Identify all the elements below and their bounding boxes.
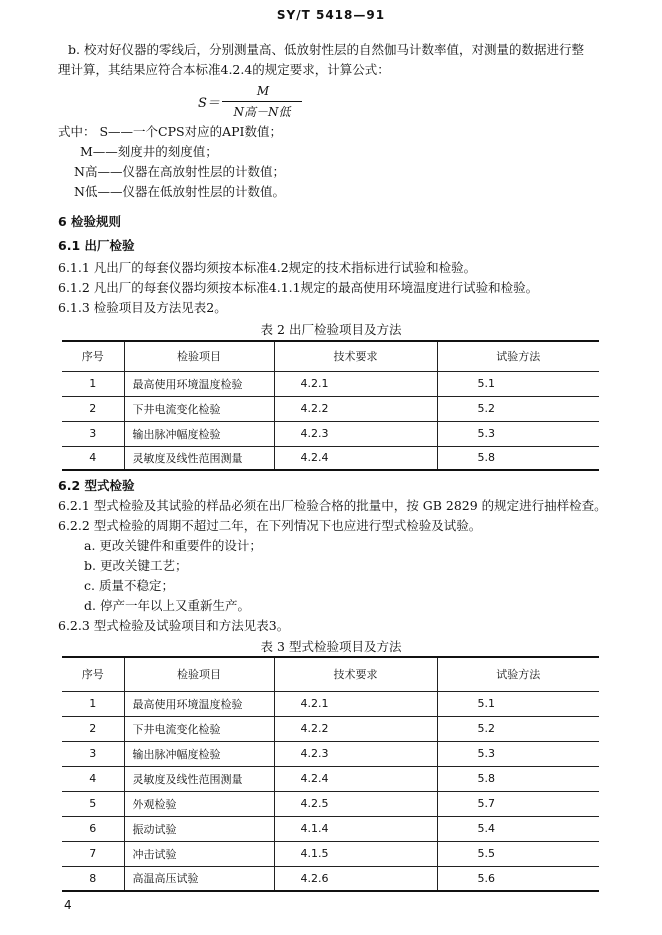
- cell-method: 5.3: [437, 421, 599, 446]
- column-header: 试验方法: [437, 657, 599, 691]
- cell-method: 5.5: [437, 841, 599, 866]
- cell-index: 1: [62, 371, 124, 396]
- cell-item: 最高使用环境温度检验: [124, 371, 274, 396]
- cell-item: 输出脉冲幅度检验: [124, 741, 274, 766]
- section-6-heading: 6 检验规则: [58, 214, 122, 229]
- formula: [198, 84, 318, 120]
- column-header: 检验项目: [124, 657, 274, 691]
- cell-item: 高温高压试验: [124, 866, 274, 891]
- cell-method: 5.1: [437, 371, 599, 396]
- cell-item: 振动试验: [124, 816, 274, 841]
- cell-requirement: 4.2.2: [274, 396, 437, 421]
- table-row: [62, 691, 599, 716]
- table-row: [62, 716, 599, 741]
- table-row: [62, 396, 599, 421]
- cell-item: 灵敏度及线性范围测量: [124, 766, 274, 791]
- cell-index: 3: [62, 421, 124, 446]
- column-header: 检验项目: [124, 341, 274, 371]
- cell-index: 6: [62, 816, 124, 841]
- cell-index: 4: [62, 766, 124, 791]
- cell-method: 5.4: [437, 816, 599, 841]
- cell-requirement: 4.1.4: [274, 816, 437, 841]
- cell-index: 4: [62, 446, 124, 470]
- cell-requirement: 4.2.6: [274, 866, 437, 891]
- paragraph-6-1-3: 6.1.3 检验项目及方法见表2。: [58, 300, 227, 315]
- list-item-a: a. 更改关键件和重要件的设计；: [84, 538, 262, 553]
- paragraph-6-1-1: 6.1.1 凡出厂的每套仪器均须按本标准4.2规定的技术指标进行试验和检验。: [58, 260, 477, 275]
- column-header: 技术要求: [274, 341, 437, 371]
- table-3: [62, 656, 599, 892]
- table-row: [62, 866, 599, 891]
- cell-requirement: 4.1.5: [274, 841, 437, 866]
- paragraph-6-2-2: 6.2.2 型式检验的周期不超过二年，在下列情况下也应进行型式检验及试验。: [58, 518, 482, 533]
- cell-item: 外观检验: [124, 791, 274, 816]
- where-line-4: N低——仪器在低放射性层的计数值。: [74, 184, 285, 199]
- list-item-b: b. 更改关键工艺；: [84, 558, 188, 573]
- cell-index: 2: [62, 396, 124, 421]
- cell-index: 5: [62, 791, 124, 816]
- section-6-2-heading: 6.2 型式检验: [58, 478, 135, 493]
- cell-method: 5.2: [437, 396, 599, 421]
- cell-item: 灵敏度及线性范围测量: [124, 446, 274, 470]
- cell-item: 下井电流变化检验: [124, 396, 274, 421]
- cell-index: 8: [62, 866, 124, 891]
- column-header: 序号: [62, 341, 124, 371]
- cell-method: 5.7: [437, 791, 599, 816]
- formula-numerator: M: [256, 84, 270, 98]
- where-line-2: M——刻度井的刻度值；: [80, 144, 218, 159]
- table-header-row: [62, 341, 599, 371]
- cell-requirement: 4.2.5: [274, 791, 437, 816]
- cell-item: 冲击试验: [124, 841, 274, 866]
- cell-method: 5.1: [437, 691, 599, 716]
- cell-index: 2: [62, 716, 124, 741]
- cell-requirement: 4.2.2: [274, 716, 437, 741]
- cell-method: 5.3: [437, 741, 599, 766]
- column-header: 技术要求: [274, 657, 437, 691]
- cell-requirement: 4.2.3: [274, 741, 437, 766]
- cell-requirement: 4.2.3: [274, 421, 437, 446]
- paragraph-6-2-3: 6.2.3 型式检验及试验项目和方法见表3。: [58, 618, 290, 633]
- paragraph-6-1-2: 6.1.2 凡出厂的每套仪器均须按本标准4.1.1规定的最高使用环境温度进行试验和检验。: [58, 280, 539, 295]
- table-2: [62, 340, 599, 471]
- table-row: [62, 446, 599, 470]
- page-header: SY/T 5418—91: [276, 8, 386, 22]
- list-item-d: d. 停产一年以上又重新生产。: [84, 598, 250, 613]
- cell-method: 5.6: [437, 866, 599, 891]
- table-row: [62, 741, 599, 766]
- cell-requirement: 4.2.4: [274, 446, 437, 470]
- column-header: 试验方法: [437, 341, 599, 371]
- table-row: [62, 371, 599, 396]
- paragraph-6-2-1: 6.2.1 型式检验及其试验的样品必须在出厂检验合格的批量中，按 GB 2829 的规定进行抽样检查。: [58, 498, 607, 513]
- where-line-1: 式中： S——一个CPS对应的API数值；: [58, 124, 282, 139]
- table-row: [62, 421, 599, 446]
- list-item-c: c. 质量不稳定；: [84, 578, 174, 593]
- table-2-caption: 表 2 出厂检验项目及方法: [260, 322, 402, 337]
- cell-requirement: 4.2.4: [274, 766, 437, 791]
- cell-index: 3: [62, 741, 124, 766]
- table-row: [62, 816, 599, 841]
- cell-requirement: 4.2.1: [274, 691, 437, 716]
- formula-lhs: S＝: [198, 96, 220, 111]
- cell-index: 1: [62, 691, 124, 716]
- table-header-row: [62, 657, 599, 691]
- formula-denominator: N高－N低: [233, 105, 291, 119]
- table-row: [62, 791, 599, 816]
- where-line-3: N高——仪器在高放射性层的计数值；: [74, 164, 285, 179]
- cell-item: 最高使用环境温度检验: [124, 691, 274, 716]
- page-number: 4: [64, 898, 72, 912]
- cell-item: 输出脉冲幅度检验: [124, 421, 274, 446]
- fraction-bar: [222, 101, 302, 102]
- table-row: [62, 766, 599, 791]
- cell-method: 5.2: [437, 716, 599, 741]
- cell-item: 下井电流变化检验: [124, 716, 274, 741]
- section-6-1-heading: 6.1 出厂检验: [58, 238, 135, 253]
- table-3-caption: 表 3 型式检验项目及方法: [260, 639, 402, 654]
- paragraph-b-line2: 理计算，其结果应符合本标准4.2.4的规定要求，计算公式：: [58, 62, 390, 77]
- table-row: [62, 841, 599, 866]
- cell-index: 7: [62, 841, 124, 866]
- cell-method: 5.8: [437, 766, 599, 791]
- cell-method: 5.8: [437, 446, 599, 470]
- column-header: 序号: [62, 657, 124, 691]
- cell-requirement: 4.2.1: [274, 371, 437, 396]
- paragraph-b-line1: b. 校对好仪器的零线后，分别测量高、低放射性层的自然伽马计数率值，对测量的数据进行整: [68, 42, 584, 57]
